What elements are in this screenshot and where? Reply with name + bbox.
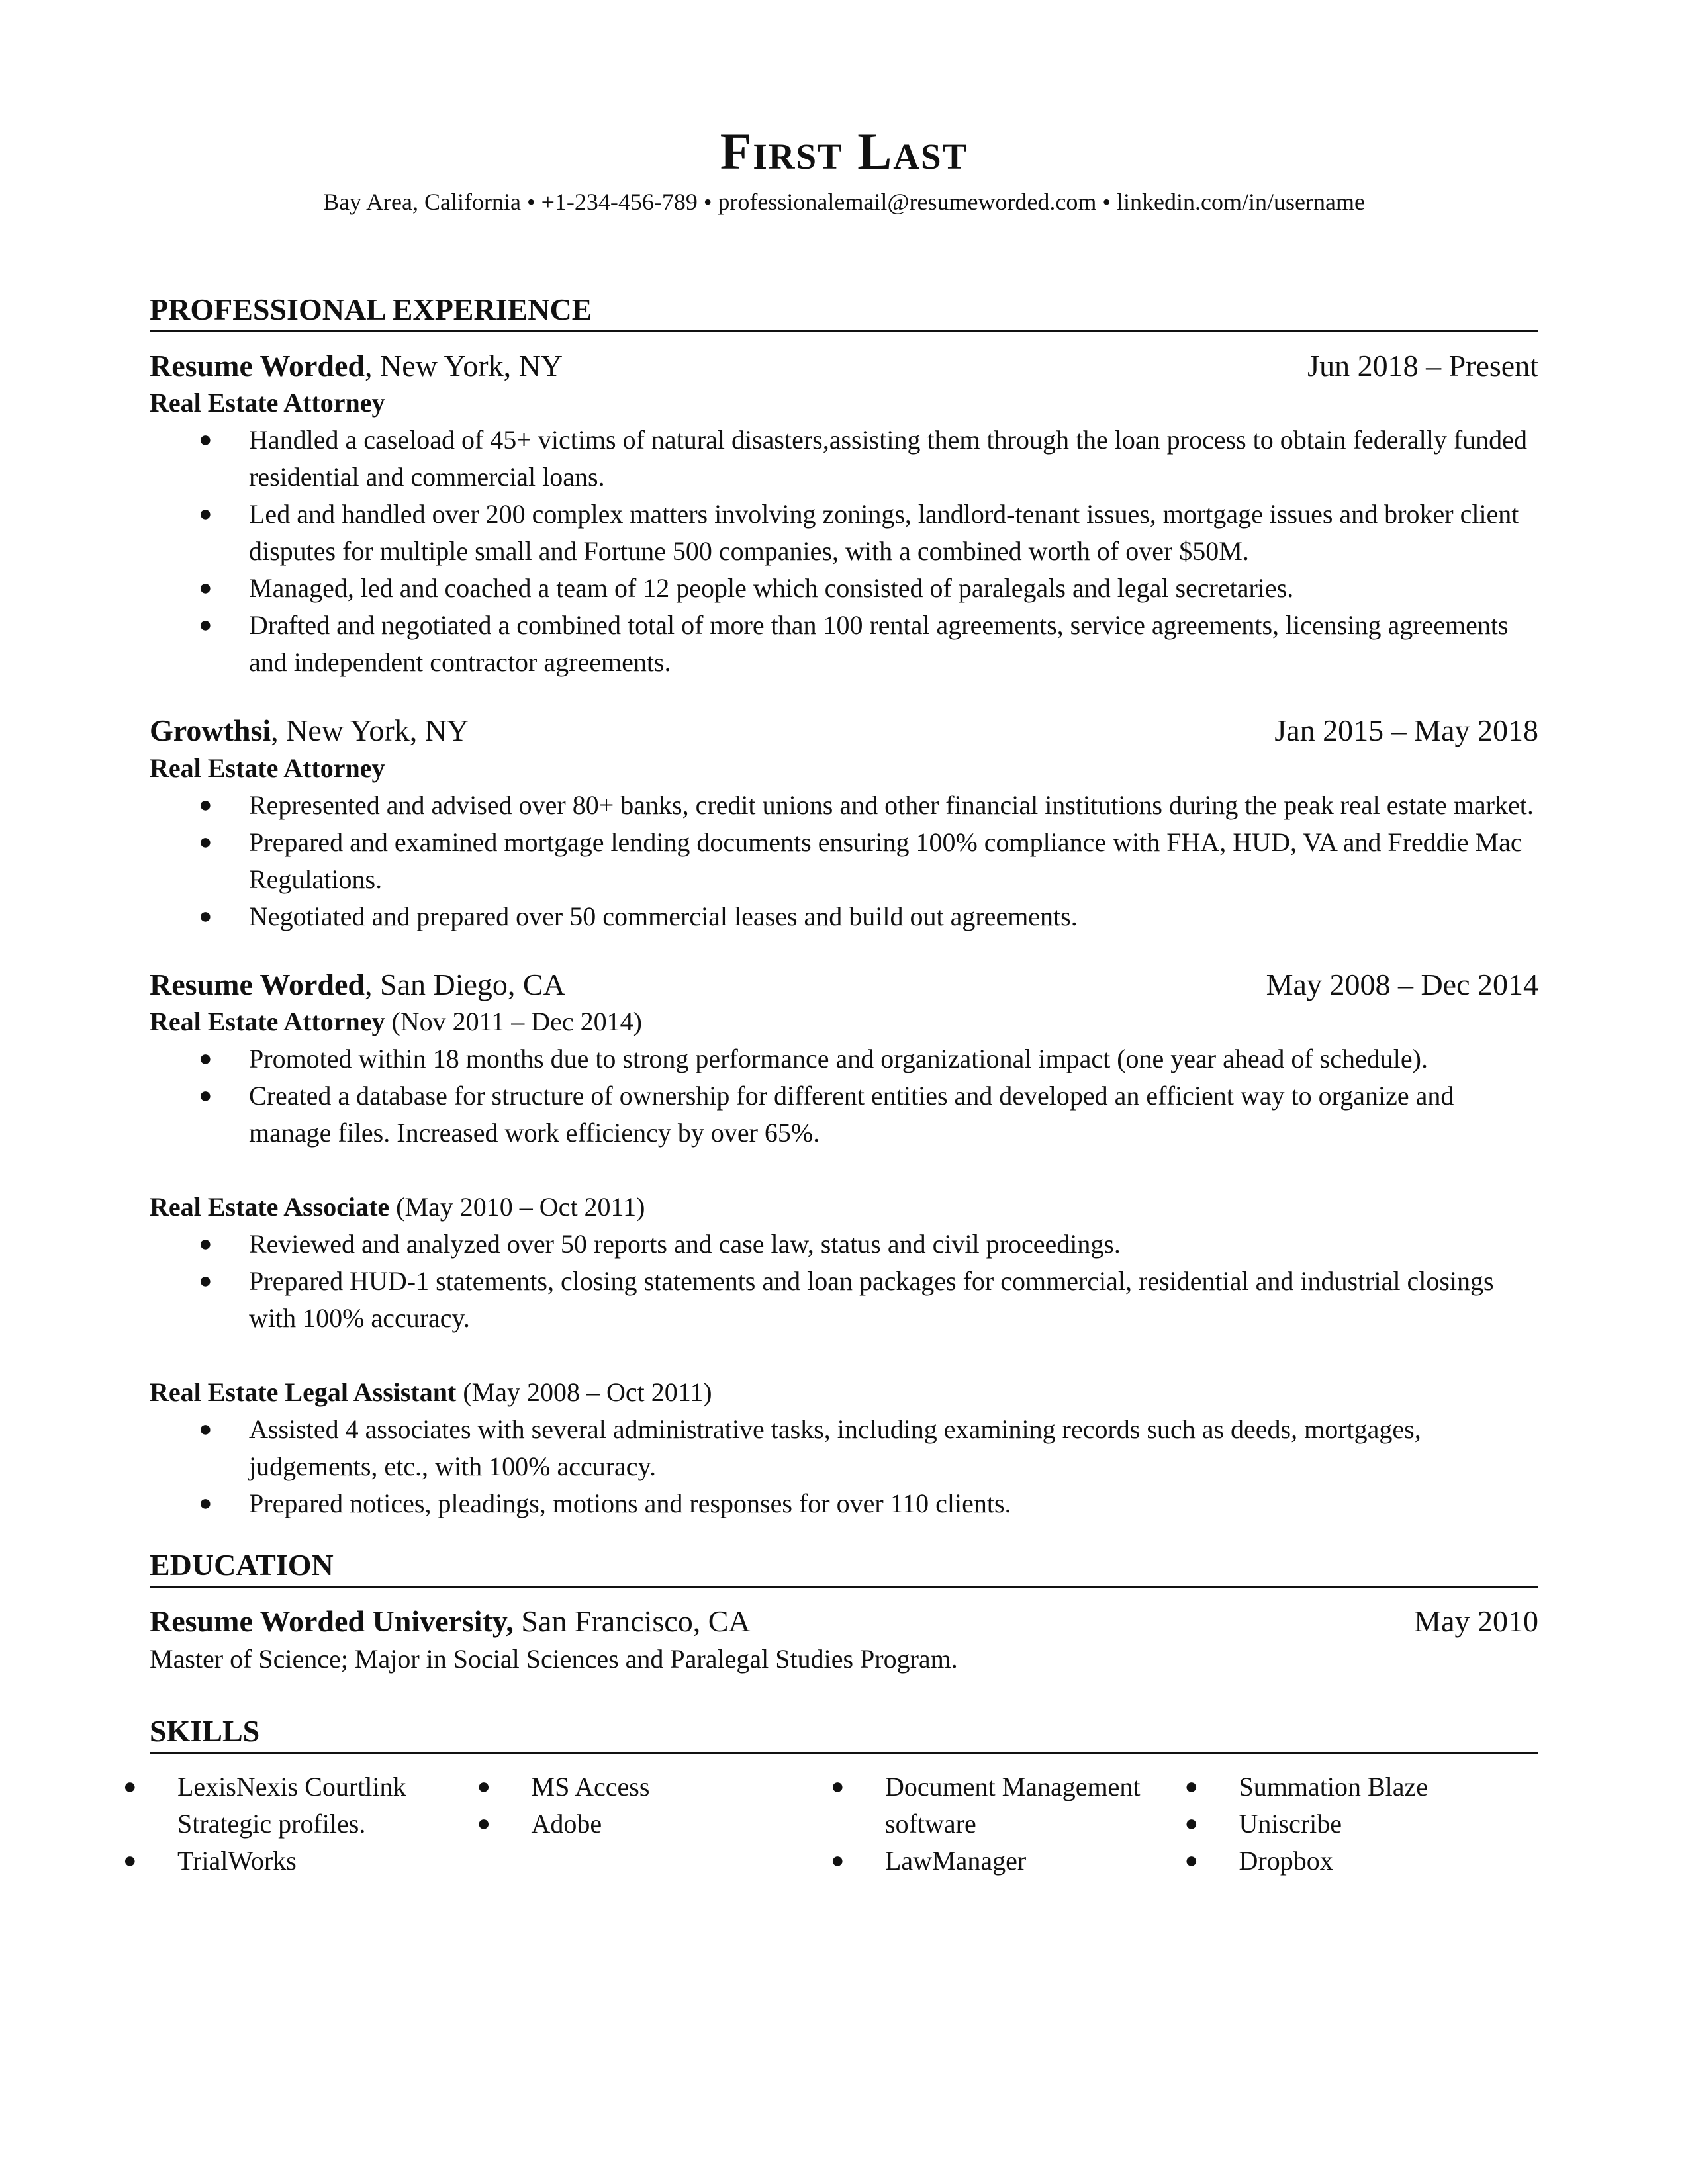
job-header — [150, 966, 1538, 1004]
skill-item — [831, 1843, 1185, 1880]
bullet-text: Reviewed and analyzed over 50 reports and case law, status and civil proceedings. — [249, 1229, 1121, 1259]
bullet-text: Drafted and negotiated a combined total of more than 100 rental agreements, service agreements, licensing agreements and independent contractor agreements. — [249, 610, 1509, 678]
bullet-icon: ● — [1184, 1811, 1199, 1836]
job-dates: Jun 2018 – Present — [1307, 348, 1538, 383]
bullet-text: Managed, led and coached a team of 12 people which consisted of paralegals and legal secretaries. — [249, 573, 1294, 604]
skill-item — [477, 1805, 831, 1843]
skills-column — [123, 1768, 477, 1880]
skill-item — [831, 1768, 1185, 1843]
bullet-text: Prepared and examined mortgage lending documents ensuring 100% compliance with FHA, HUD, VA and Freddie Mac Regulations. — [249, 827, 1523, 894]
bullet-icon: ● — [123, 1848, 137, 1873]
job-org — [150, 711, 469, 750]
job-entry — [150, 711, 1538, 935]
bullet-icon: ● — [1184, 1848, 1199, 1873]
bullet-text: Created a database for structure of ownership for different entities and developed an efficient way to organize and manage files. Increased work efficiency by over 65%. — [249, 1081, 1454, 1148]
company-name: Growthsi — [150, 713, 271, 748]
list-item — [150, 1226, 1538, 1263]
bullet-icon: ● — [199, 502, 212, 527]
skills-column — [477, 1768, 831, 1880]
role-title-line — [150, 385, 1538, 422]
education-section — [150, 1550, 1538, 1678]
bullet-text: Prepared HUD-1 statements, closing statements and loan packages for commercial, residential and industrial closings with 100% accuracy. — [249, 1266, 1494, 1334]
list-item — [150, 607, 1538, 681]
job-dates: May 2008 – Dec 2014 — [1266, 967, 1538, 1001]
section-heading-experience: PROFESSIONAL EXPERIENCE — [150, 295, 1538, 332]
role-title-line — [150, 1374, 1538, 1411]
experience-section — [150, 292, 1538, 1523]
bullet-text: Led and handled over 200 complex matters involving zonings, landlord-tenant issues, mortgage issues and broker client disputes for multiple small and Fortune 500 companies, with a combined worth of over $50M. — [249, 499, 1519, 567]
section-heading-skills: SKILLS — [150, 1716, 1538, 1754]
skill-item — [1185, 1768, 1539, 1805]
role-title: Real Estate Attorney — [150, 1007, 385, 1037]
bullet-icon: ● — [477, 1811, 491, 1836]
list-item — [150, 1077, 1538, 1152]
list-item — [150, 824, 1538, 898]
role-title: Real Estate Attorney — [150, 388, 385, 418]
list-item — [150, 570, 1538, 607]
role-title: Real Estate Associate — [150, 1192, 390, 1222]
degree-text: Master of Science; Major in Social Sciences and Paralegal Studies Program. — [150, 1643, 958, 1674]
bullet-icon: ● — [123, 1774, 137, 1799]
skill-text: Adobe — [531, 1808, 602, 1839]
list-item — [150, 787, 1538, 824]
skill-text: MS Access — [531, 1771, 650, 1801]
list-item — [150, 1485, 1538, 1522]
bullet-icon: ● — [199, 903, 212, 929]
job-entry — [150, 966, 1538, 1523]
list-item — [150, 898, 1538, 935]
bullet-icon: ● — [831, 1774, 845, 1799]
company-name: Resume Worded — [150, 348, 365, 383]
job-org — [150, 347, 563, 385]
bullet-icon: ● — [199, 1046, 212, 1071]
bullet-icon: ● — [199, 829, 212, 854]
list-item — [150, 1040, 1538, 1077]
skills-grid — [123, 1768, 1538, 1880]
list-item — [150, 422, 1538, 496]
graduation-date: May 2010 — [1414, 1604, 1538, 1639]
skill-text: Dropbox — [1239, 1845, 1333, 1876]
bullet-list — [150, 1040, 1538, 1152]
resume-page — [123, 122, 1538, 1880]
skill-text: Uniscribe — [1239, 1808, 1342, 1839]
job-org — [150, 966, 565, 1004]
bullet-text: Represented and advised over 80+ banks, credit unions and other financial institutions during the peak real estate market. — [249, 790, 1534, 820]
bullet-icon: ● — [831, 1848, 845, 1873]
role-title: Real Estate Legal Assistant — [150, 1377, 457, 1408]
skill-text: LexisNexis Courtlink Strategic profiles. — [177, 1771, 406, 1839]
bullet-list — [150, 422, 1538, 681]
list-item — [150, 1411, 1538, 1485]
skills-column — [831, 1768, 1185, 1880]
job-location: , San Diego, CA — [365, 967, 565, 1001]
skills-column — [1185, 1768, 1539, 1880]
skill-item — [1185, 1805, 1539, 1843]
list-item — [150, 496, 1538, 570]
bullet-icon: ● — [199, 1232, 212, 1257]
bullet-list — [150, 1226, 1538, 1337]
skill-text: Summation Blaze — [1239, 1771, 1429, 1801]
skill-text: LawManager — [885, 1845, 1027, 1876]
school-location: San Francisco, CA — [513, 1604, 751, 1639]
list-item — [150, 1263, 1538, 1337]
bullet-icon: ● — [199, 1083, 212, 1109]
section-heading-education: EDUCATION — [150, 1550, 1538, 1588]
contact-line: Bay Area, California • +1-234-456-789 • professionalemail@resumeworded.com • linkedin.com/in/username — [323, 189, 1365, 215]
skill-item — [1185, 1843, 1539, 1880]
role-period: (May 2010 – Oct 2011) — [389, 1192, 645, 1222]
role-title-line — [150, 1003, 1538, 1040]
skill-text: TrialWorks — [177, 1845, 297, 1876]
school-org — [150, 1602, 751, 1641]
bullet-icon: ● — [199, 1491, 212, 1516]
school-name: Resume Worded University, — [150, 1604, 514, 1639]
role-period: (Nov 2011 – Dec 2014) — [385, 1007, 642, 1037]
role-period: (May 2008 – Oct 2011) — [456, 1377, 712, 1408]
bullet-text: Prepared notices, pleadings, motions and responses for over 110 clients. — [249, 1488, 1011, 1519]
resume-header — [150, 122, 1538, 218]
role-title: Real Estate Attorney — [150, 752, 385, 783]
bullet-list — [150, 1411, 1538, 1522]
skill-item — [123, 1843, 477, 1880]
bullet-icon: ● — [199, 576, 212, 601]
bullet-text: Assisted 4 associates with several administrative tasks, including examining records such as deeds, mortgages, judgements, etc., with 100% accuracy. — [249, 1414, 1421, 1482]
bullet-icon: ● — [477, 1774, 491, 1799]
education-header — [150, 1602, 1538, 1641]
candidate-name: First Last — [720, 122, 968, 180]
skill-item — [123, 1768, 477, 1843]
job-header — [150, 347, 1538, 385]
bullet-text: Promoted within 18 months due to strong performance and organizational impact (one year ahead of schedule). — [249, 1044, 1428, 1074]
skill-text: Document Management software — [885, 1771, 1141, 1839]
bullet-icon: ● — [1184, 1774, 1199, 1799]
job-location: , New York, NY — [271, 713, 469, 748]
job-location: , New York, NY — [365, 348, 563, 383]
bullet-icon: ● — [199, 792, 212, 817]
bullet-icon: ● — [199, 1269, 212, 1294]
skills-section — [123, 1713, 1538, 1880]
job-header — [150, 711, 1538, 750]
skill-item — [477, 1768, 831, 1805]
bullet-icon: ● — [199, 1417, 212, 1442]
bullet-text: Negotiated and prepared over 50 commercial leases and build out agreements. — [249, 901, 1078, 931]
bullet-icon: ● — [199, 428, 212, 453]
job-entry — [150, 347, 1538, 682]
bullet-icon: ● — [199, 613, 212, 638]
role-title-line — [150, 1189, 1538, 1226]
bullet-text: Handled a caseload of 45+ victims of natural disasters,assisting them through the loan process to obtain federally funded residential and commercial loans. — [249, 425, 1527, 492]
company-name: Resume Worded — [150, 967, 365, 1001]
bullet-list — [150, 787, 1538, 935]
job-dates: Jan 2015 – May 2018 — [1274, 713, 1538, 748]
role-title-line — [150, 750, 1538, 787]
